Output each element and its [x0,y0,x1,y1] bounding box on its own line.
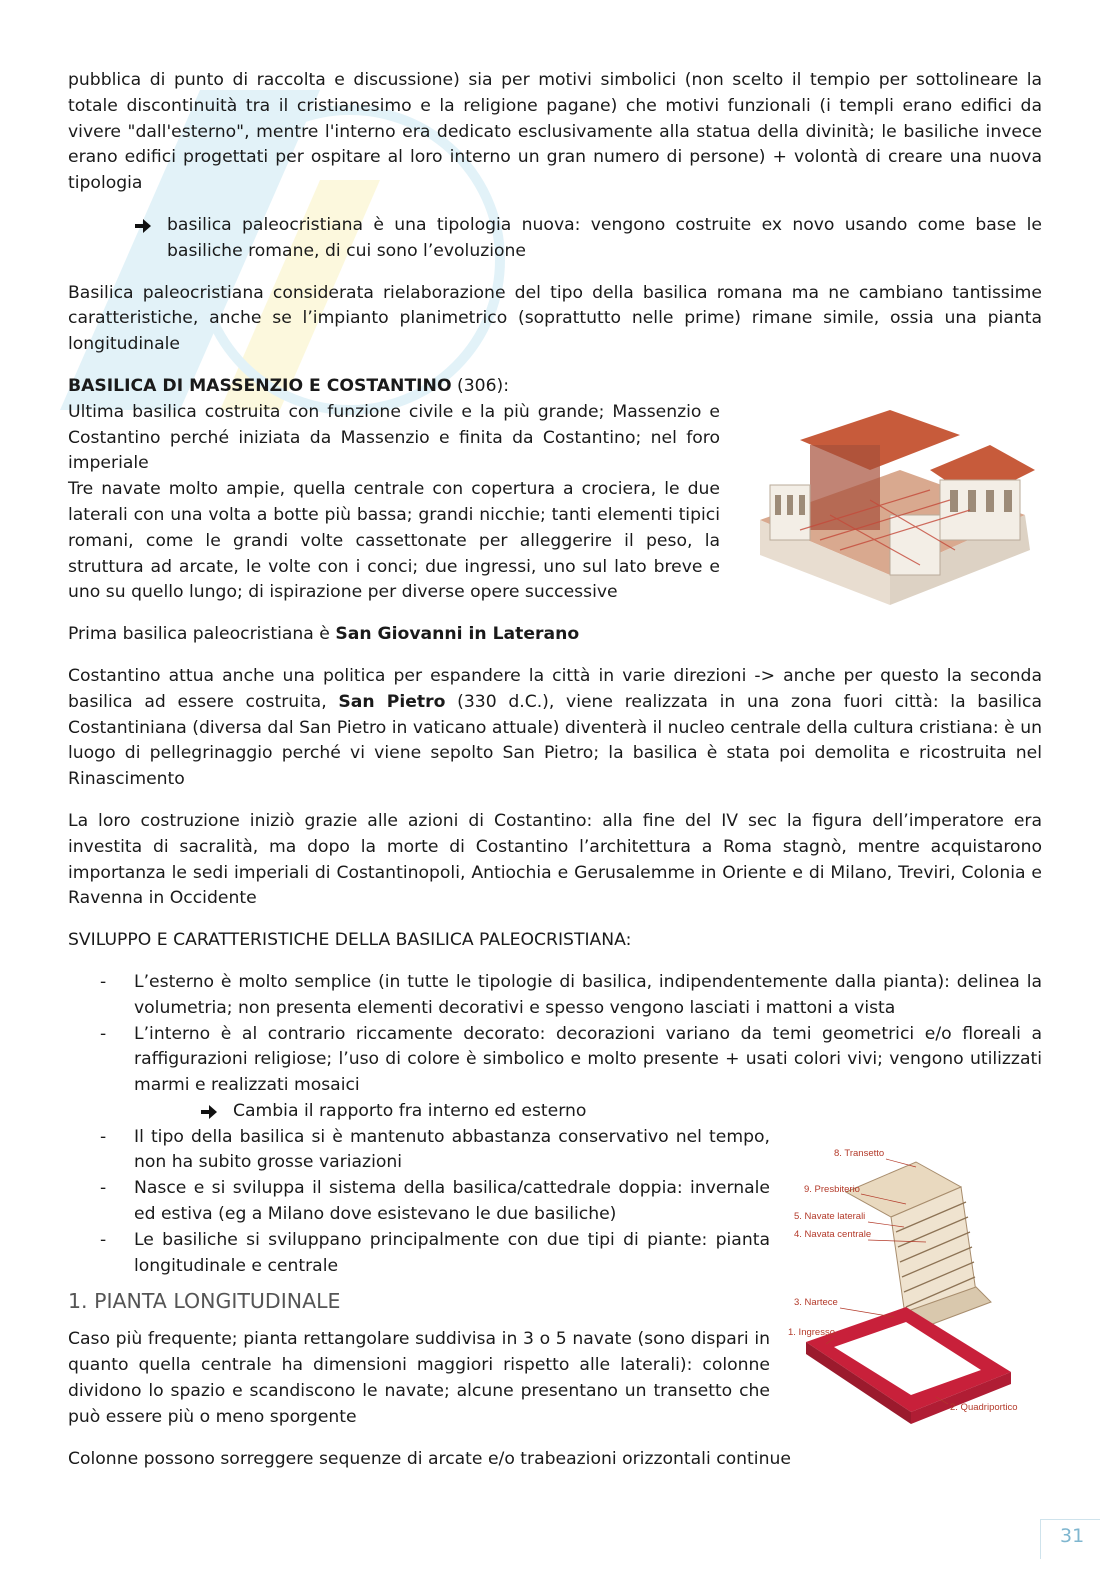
paragraph-costantino [68,664,1042,793]
section-massenzio-text2: Tre navate molto ampie, quella centrale con copertura a crociera, le due laterali con una volta a botte più bassa; grandi nicchie; tanti elementi tipici romani, come le grandi volte cassettonate per alleggerire il peso, la struttura ad arcate, le volte con i conci; due ingressi, uno sul lato breve e uno su quello lungo; di ispirazione per diverse opere successive [68,479,720,603]
list-item: - L’interno è al contrario riccamente decorato: decorazioni variano da temi geometrici e/o floreali a raffigurazioni religiose; l’uso di colore è simbolico e molto presente + usati colori vivi; vengono utilizzati marmi e realizzati mosaici [100,1023,1042,1096]
heading-pianta-longitudinale: 1. PIANTA LONGITUDINALE [68,1289,341,1314]
label-ingresso: 1. Ingresso [788,1327,835,1338]
label-navate-laterali: 5. Navate laterali [794,1211,866,1222]
arrow-right-icon [135,213,151,233]
costantino-pre: Costantino attua anche una politica per espandere la città in varie direzioni -> anche per questo la seconda basilica ad essere costruita, [68,665,1042,712]
label-presbiterio: 9. Presbiterio [804,1184,860,1195]
section-massenzio-year: (306): [451,375,510,396]
arrow-note-2-text: Cambia il rapporto fra interno ed esterno [233,1100,587,1121]
label-nartece: 3. Nartece [794,1297,838,1308]
paragraph-costruzione: La loro costruzione iniziò grazie alle azioni di Costantino: alla fine del IV sec la figura dell’imperatore era investita di sacralità, ma dopo la morte di Costantino l’architettura a Roma stagnò, mentre acquistarono importanza le sedi imperiali di Costantinopoli, Antiochia e Gerusalemme in Oriente e di Milano, Treviri, Colonia e Ravenna in Occidente [68,810,1042,909]
list-caratteristiche [68,970,1042,1099]
section-massenzio-text1: Ultima basilica costruita con funzione civile e la più grande; Massenzio e Costantino perché iniziata da Massenzio e finita da Costantino; nel foro imperiale [68,401,720,474]
paragraph-intro: pubblica di punto di raccolta e discussione) sia per motivi simbolici (non scelto il tempio per sottolineare la totale discontinuità tra il cristianesimo e la religione pagane) che motivi funzionali (i templi erano edifici da vivere "dall'esterno", mentre l'interno era dedicato esclusivamente alla statua della divinità; le basiliche invece erano edifici progettati per ospitare al loro interno un gran numero di persone) + volontà di creare una nuova tipologia [68,70,1042,194]
page-number-line [1040,1519,1041,1559]
paragraph-colonne: Colonne possono sorreggere sequenze di arcate e/o trabeazioni orizzontali continue [68,1448,791,1469]
label-transetto: 8. Transetto [834,1148,885,1159]
basilica-massenzio-illustration [740,400,1040,605]
basilica-paleocristiana-diagram [786,1142,1042,1452]
page-number: 31 [1060,1525,1085,1547]
section-massenzio-title: BASILICA DI MASSENZIO E COSTANTINO [68,375,452,396]
prima-bold: San Giovanni in Laterano [335,624,580,645]
prima-text: Prima basilica paleocristiana è [68,624,336,645]
arrow-note-2 [68,1099,1042,1125]
list-item: - L’esterno è molto semplice (in tutte le tipologie di basilica, indipendentemente dalla pianta): delinea la volumetria; non presenta elementi decorativi e spesso vengono lasciati i mattoni a vista [100,971,1042,1018]
arrow-note-1 [68,213,1042,265]
section-massenzio-heading [68,374,720,400]
arrow-note-1-text: basilica paleocristiana è una tipologia nuova: vengono costruite ex novo usando come base le basiliche romane, di cui sono l’evoluzione [167,214,1042,261]
list-item: - Il tipo della basilica si è mantenuto abbastanza conservativo nel tempo, non ha subito grosse variazioni [100,1126,770,1173]
list-item: - Nasce e si sviluppa il sistema della basilica/cattedrale doppia: invernale ed estiva (eg a Milano dove esistevano le due basiliche) [100,1178,770,1225]
label-quadriportico: 2. Quadriportico [950,1402,1018,1413]
paragraph-prima-basilica [68,622,1042,648]
page-number-rule [1040,1519,1100,1520]
list-item: - Le basiliche si sviluppano principalmente con due tipi di piante: pianta longitudinale e centrale [100,1229,770,1276]
paragraph-pianta: Caso più frequente; pianta rettangolare suddivisa in 3 o 5 navate (sono dispari in quanto quella centrale ha dimensioni maggiori rispetto alle laterali): colonne dividono lo spazio e scandiscono le navate; alcune presentano un transetto che può essere più o meno sporgente [68,1329,770,1427]
arrow-right-icon [201,1099,217,1119]
costantino-bold: San Pietro [338,691,446,712]
sviluppo-heading: SVILUPPO E CARATTERISTICHE DELLA BASILICA PALEOCRISTIANA: [68,930,632,951]
costantino-post: (330 d.C.), viene realizzata in una zona fuori città: la basilica Costantiniana (diversa dal San Pietro in vaticano attuale) diventerà il nucleo centrale della cultura cristiana: è un luogo di pellegrinaggio perché vi viene sepolto San Pietro; la basilica è stata poi demolita e ricostruita nel Rinascimento [68,691,1043,790]
section-massenzio [68,374,720,606]
list-caratteristiche-2 [68,1125,770,1280]
paragraph-rielaborazione: Basilica paleocristiana considerata rielaborazione del tipo della basilica romana ma ne cambiano tantissime caratteristiche, anche se l’impianto planimetrico (soprattutto nelle prime) rimane simile, ossia una pianta longitudinale [68,282,1042,355]
label-navata-centrale: 4. Navata centrale [794,1229,872,1240]
